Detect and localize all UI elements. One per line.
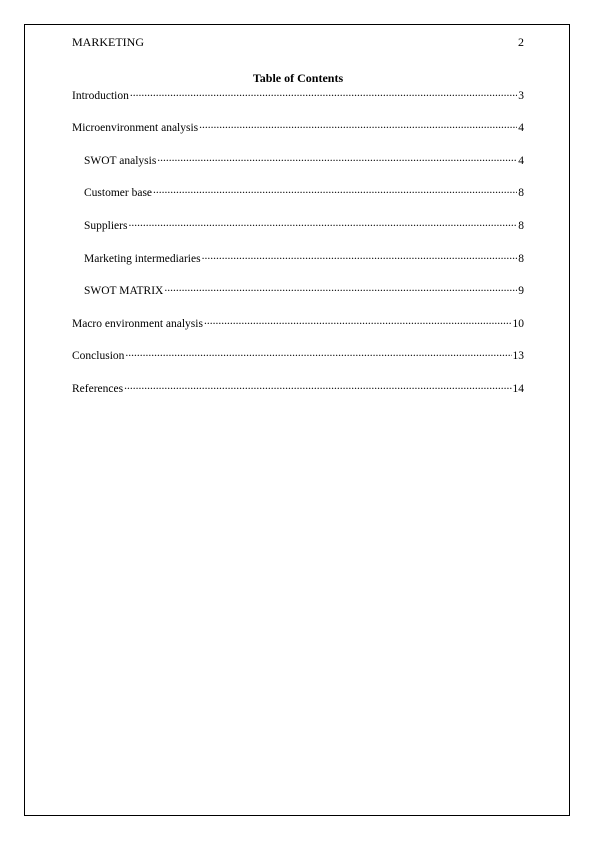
page-border: [24, 24, 570, 816]
toc-dot-leader: [128, 217, 517, 229]
toc-dot-leader: [157, 152, 517, 164]
toc-dot-leader: [124, 380, 511, 392]
toc-entry-page: 9: [518, 285, 524, 297]
toc-entry-swot-matrix[interactable]: [84, 282, 524, 298]
toc-entry-label: Macro environment analysis: [72, 318, 203, 330]
toc-heading: Table of Contents: [252, 71, 344, 85]
toc-dot-leader: [199, 119, 517, 131]
toc-entry-introduction[interactable]: [72, 87, 524, 103]
toc-entry-references[interactable]: [72, 380, 524, 396]
toc-entry-label: References: [72, 383, 124, 395]
toc-entry-suppliers[interactable]: [84, 217, 524, 233]
toc-dot-leader: [204, 315, 512, 327]
toc-entry-page: 10: [512, 318, 524, 330]
toc-entry-page: 4: [518, 155, 524, 167]
toc-entry-page: 14: [512, 383, 524, 395]
toc-dot-leader: [153, 184, 517, 196]
toc-dot-leader: [130, 87, 517, 99]
toc-entry-customer-base[interactable]: [84, 184, 524, 200]
toc-entry-page: 8: [518, 220, 524, 232]
toc-entry-conclusion[interactable]: [72, 347, 524, 363]
toc-entry-page: 13: [512, 350, 524, 362]
toc-entry-swot-analysis[interactable]: [84, 152, 524, 168]
running-head-title: MARKETING: [72, 35, 144, 49]
page-number: 2: [518, 35, 524, 49]
toc-dot-leader: [202, 250, 518, 262]
toc-entry-label: Suppliers: [84, 220, 128, 232]
toc-entry-label: Marketing intermediaries: [84, 253, 201, 265]
toc-entry-marketing-intermediaries[interactable]: [84, 250, 524, 266]
toc-entry-label: SWOT MATRIX: [84, 285, 164, 297]
toc-dot-leader: [125, 347, 511, 359]
toc-entry-page: 3: [518, 90, 524, 102]
toc-entry-label: Conclusion: [72, 350, 125, 362]
toc-entry-label: Introduction: [72, 90, 129, 102]
toc-entry-label: Microenvironment analysis: [72, 122, 199, 134]
toc-entry-page: 8: [518, 187, 524, 199]
toc-entry-label: SWOT analysis: [84, 155, 157, 167]
page-header: [72, 35, 524, 51]
toc-entry-label: Customer base: [84, 187, 153, 199]
toc-entry-page: 8: [518, 253, 524, 265]
toc-entry-macro-environment-analysis[interactable]: [72, 315, 524, 331]
toc-dot-leader: [164, 282, 517, 294]
toc-entry-microenvironment-analysis[interactable]: [72, 119, 524, 135]
toc-entry-page: 4: [518, 122, 524, 134]
